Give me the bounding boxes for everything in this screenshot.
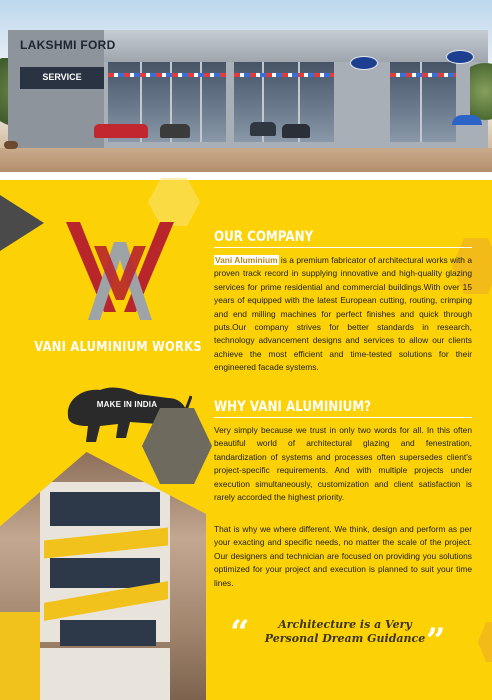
dark-car	[250, 122, 276, 136]
building-window	[50, 558, 160, 588]
why-paragraph-1: Very simply because we trust in only two words for all. In this often beautiful world of architectural glazing and fenestration, tandardization of systems and processes often supersedes client's project-specific requirements. And with multiple projects under execution simultaneously, customization and client satisfaction is rarely accorded the highest priority.	[214, 425, 472, 503]
dark-car	[282, 124, 310, 138]
building-ground-floor	[40, 648, 170, 700]
quote-line-2: Personal Dream Guidance	[264, 632, 426, 645]
service-sign-text: SERVICE	[42, 72, 82, 82]
company-highlight: Vani Aluminium	[215, 255, 278, 265]
service-sign	[20, 67, 104, 89]
divider-strip	[0, 172, 492, 180]
why-paragraph-2: That is why we where different. We think, design and perform as per your exacting and specific needs, no matter the scale of the project. Our designers and technician are focused on providing you solutions optimized for your project and execution is planned to suit your time lines.	[214, 524, 472, 588]
bunting	[234, 73, 334, 77]
why-heading: WHY VANI ALUMINIUM?	[214, 399, 372, 415]
ground	[0, 148, 492, 172]
decor-hexagon	[478, 622, 492, 662]
quote-text	[260, 618, 430, 646]
vani-logo-icon	[66, 216, 174, 324]
red-car	[94, 124, 148, 138]
decor-hexagon	[142, 408, 212, 484]
header-photo	[0, 0, 492, 172]
bunting	[108, 73, 226, 77]
ford-logo-icon	[350, 56, 378, 70]
heading-underline	[214, 417, 472, 418]
yellow-cladding	[0, 612, 40, 700]
our-company-body: is a premium fabricator of architectural works with a proven track record in supplying innovative and high-quality glazing services for prime residential and commercial buildings.With over 15 years of equipped with the latest European cutting, routing, crimping and end milling machines for perfect finishes and quick through puts.Our company strives for better standards in research, technology advancement designs and services to allow our clients achieve the most efficient and time-tested solutions for their engineered facade systems.	[214, 255, 472, 373]
quote-close-icon: ”	[426, 621, 446, 661]
quote-open-icon: “	[230, 613, 250, 653]
quote-line-1: Architecture is a Very	[278, 618, 412, 631]
our-company-heading: OUR COMPANY	[214, 229, 314, 245]
building-window	[60, 620, 156, 646]
our-company-text	[214, 254, 472, 375]
dog	[4, 141, 18, 149]
heading-underline	[214, 247, 472, 248]
building-window	[50, 492, 160, 526]
company-name: VANI ALUMINIUM WORKS	[34, 340, 202, 355]
dark-car	[160, 124, 190, 138]
bunting	[390, 73, 456, 77]
dealership-name: LAKSHMI FORD	[20, 38, 116, 52]
make-in-india-text: MAKE IN INDIA	[96, 400, 158, 409]
umbrella	[452, 115, 482, 125]
quote	[230, 613, 460, 661]
decor-triangle	[0, 195, 44, 251]
